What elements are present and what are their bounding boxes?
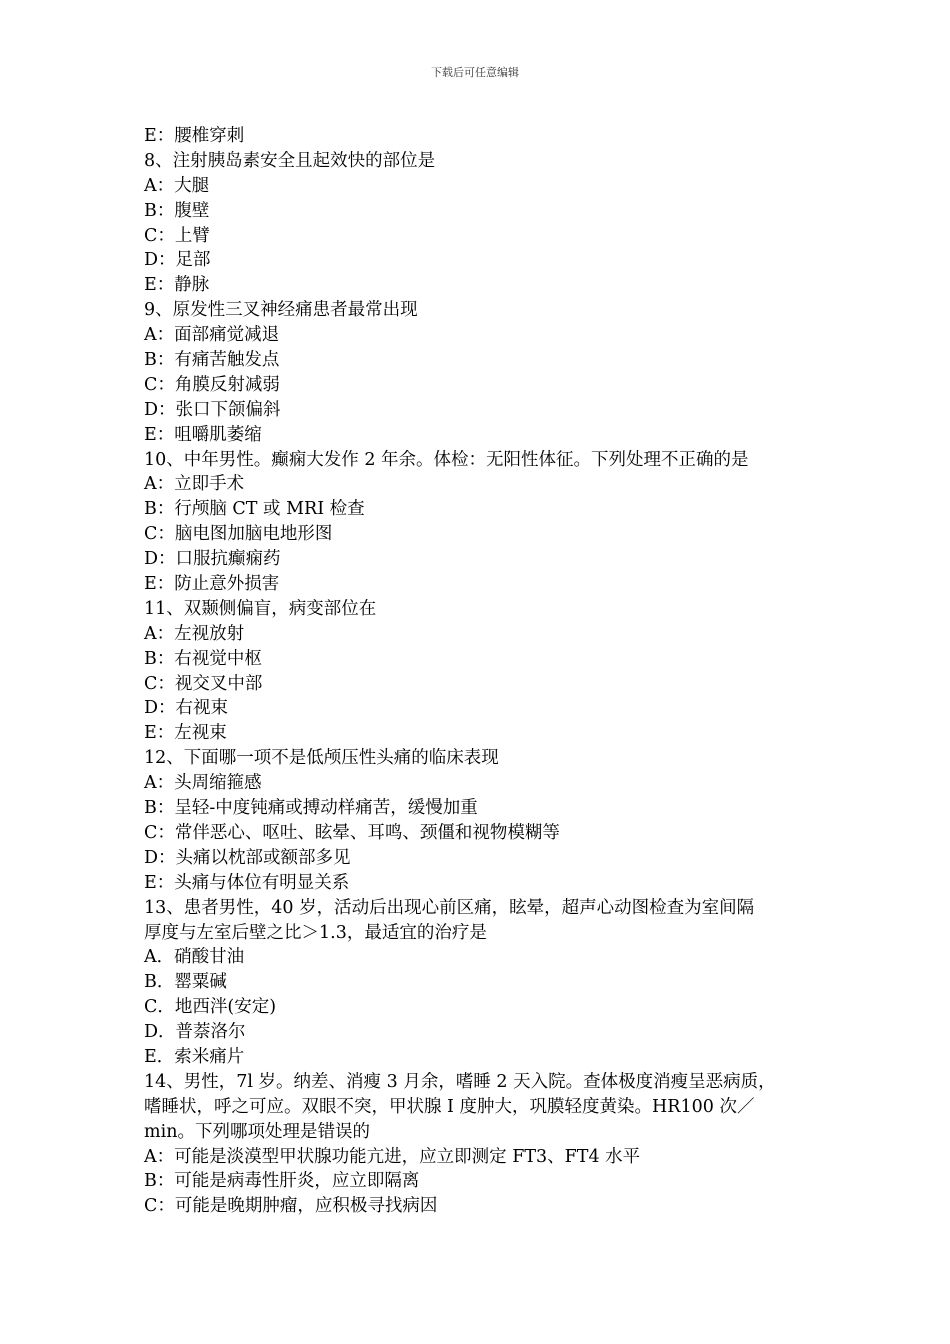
question-line: 14、男性，7l 岁。纳差、消瘦 3 月余，嗜睡 2 天入院。查体极度消瘦呈恶病质，	[144, 1071, 776, 1092]
option-line: B．罂粟碱	[144, 972, 227, 993]
option-line: A：头周缩箍感	[144, 773, 262, 794]
document-body	[144, 124, 824, 1219]
question-line: 厚度与左室后壁之比＞1.3，最适宜的治疗是	[144, 922, 487, 943]
text-line: E：腰椎穿刺	[144, 126, 245, 146]
option-line: A：大腿	[144, 175, 210, 196]
question-line: 12、下面哪一项不是低颅压性头痛的临床表现	[144, 748, 499, 769]
option-line: C：常伴恶心、呕吐、眩晕、耳鸣、颈僵和视物模糊等	[144, 822, 560, 843]
option-line: C：上臂	[144, 225, 210, 246]
option-line: E：防止意外损害	[144, 574, 280, 595]
question-line: 9、原发性三叉神经痛患者最常出现	[144, 300, 418, 321]
question-line: 嗜睡状，呼之可应。双眼不突，甲状腺 I 度肿大，巩膜轻度黄染。HR100 次／	[144, 1096, 755, 1117]
option-line: A：左视放射	[144, 623, 245, 644]
option-line: B：呈轻-中度钝痛或搏动样痛苦，缓慢加重	[144, 798, 478, 819]
option-line: C：角膜反射减弱	[144, 374, 280, 395]
option-line: A．硝酸甘油	[144, 947, 245, 968]
option-line: E：静脉	[144, 275, 210, 296]
option-line: C：可能是晚期肿瘤，应积极寻找病因	[144, 1196, 438, 1217]
option-line: A：立即手术	[144, 474, 245, 495]
option-line: B：可能是病毒性肝炎，应立即隔离	[144, 1171, 420, 1192]
question-line: min。下列哪项处理是错误的	[144, 1121, 370, 1142]
option-line: B：腹壁	[144, 200, 210, 221]
option-line: E：左视束	[144, 723, 227, 744]
option-line: D：头痛以枕部或额部多见	[144, 847, 351, 868]
option-line: D．普萘洛尔	[144, 1022, 246, 1043]
option-line: B：行颅脑 CT 或 MRI 检查	[144, 499, 365, 520]
option-line: C：脑电图加脑电地形图	[144, 524, 333, 545]
page-header: 下载后可任意编辑	[431, 66, 519, 79]
option-line: A：可能是淡漠型甲状腺功能亢进，应立即测定 FT3、FT4 水平	[144, 1146, 641, 1167]
option-line: E．索米痛片	[144, 1046, 245, 1067]
question-line: 8、注射胰岛素安全且起效快的部位是	[144, 150, 436, 171]
option-line: C：视交叉中部	[144, 673, 263, 694]
option-line: D：足部	[144, 250, 211, 271]
option-line: B：有痛苦触发点	[144, 350, 280, 371]
option-line: D：张口下颌偏斜	[144, 399, 281, 420]
option-line: D：右视束	[144, 698, 229, 719]
option-line: A：面部痛觉减退	[144, 325, 280, 346]
option-line: C．地西泮(安定)	[144, 997, 277, 1018]
option-line: E：咀嚼肌萎缩	[144, 424, 262, 445]
option-line: B：右视觉中枢	[144, 648, 262, 669]
question-line: 10、中年男性。癫痫大发作 2 年余。体检：无阳性体征。下列处理不正确的是	[144, 449, 749, 470]
option-line: E：头痛与体位有明显关系	[144, 872, 350, 893]
question-line: 11、双颞侧偏盲，病变部位在	[144, 598, 377, 619]
option-line: D：口服抗癫痫药	[144, 549, 281, 570]
question-line: 13、患者男性，40 岁，活动后出现心前区痛，眩晕，超声心动图检查为室间隔	[144, 897, 755, 918]
